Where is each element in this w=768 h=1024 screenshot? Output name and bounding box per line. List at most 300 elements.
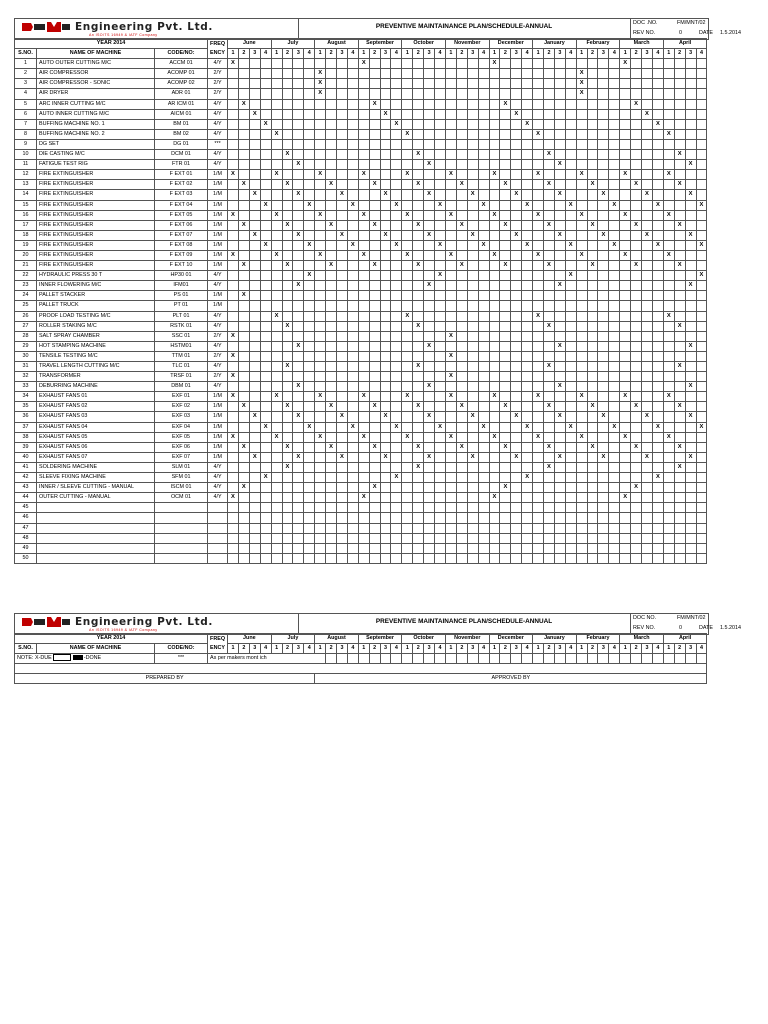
week-cell[interactable]: [304, 139, 315, 149]
week-cell[interactable]: [445, 59, 456, 69]
due-mark[interactable]: X: [369, 220, 380, 230]
week-cell[interactable]: [380, 382, 391, 392]
week-cell[interactable]: [271, 543, 282, 553]
week-cell[interactable]: [445, 553, 456, 563]
week-cell[interactable]: [642, 321, 653, 331]
week-cell[interactable]: [424, 392, 435, 402]
week-cell[interactable]: [260, 553, 271, 563]
week-cell[interactable]: [369, 230, 380, 240]
week-cell[interactable]: [424, 483, 435, 493]
week-cell[interactable]: [652, 170, 663, 180]
week-cell[interactable]: [631, 533, 642, 543]
week-cell[interactable]: [631, 271, 642, 281]
week-cell[interactable]: [369, 543, 380, 553]
week-cell[interactable]: [238, 341, 249, 351]
week-cell[interactable]: [337, 422, 348, 432]
week-cell[interactable]: [358, 89, 369, 99]
week-cell[interactable]: [642, 543, 653, 553]
week-cell[interactable]: [249, 483, 260, 493]
week-cell[interactable]: [282, 291, 293, 301]
week-cell[interactable]: [587, 150, 598, 160]
due-mark[interactable]: X: [271, 170, 282, 180]
week-cell[interactable]: [249, 180, 260, 190]
week-cell[interactable]: [598, 79, 609, 89]
due-mark[interactable]: X: [631, 402, 642, 412]
week-cell[interactable]: [685, 372, 696, 382]
due-mark[interactable]: X: [337, 230, 348, 240]
week-cell[interactable]: [326, 321, 337, 331]
week-cell[interactable]: [424, 432, 435, 442]
week-cell[interactable]: [489, 543, 500, 553]
week-cell[interactable]: [467, 119, 478, 129]
week-cell[interactable]: [315, 99, 326, 109]
week-cell[interactable]: [445, 452, 456, 462]
week-cell[interactable]: [445, 513, 456, 523]
week-cell[interactable]: [402, 180, 413, 190]
week-cell[interactable]: [511, 543, 522, 553]
week-cell[interactable]: [260, 432, 271, 442]
week-cell[interactable]: [337, 331, 348, 341]
week-cell[interactable]: [674, 190, 685, 200]
due-mark[interactable]: X: [511, 190, 522, 200]
week-cell[interactable]: [533, 240, 544, 250]
week-cell[interactable]: [304, 553, 315, 563]
week-cell[interactable]: [587, 271, 598, 281]
week-cell[interactable]: [685, 351, 696, 361]
week-cell[interactable]: [587, 109, 598, 119]
week-cell[interactable]: [337, 291, 348, 301]
week-cell[interactable]: [685, 271, 696, 281]
week-cell[interactable]: [696, 79, 707, 89]
due-mark[interactable]: X: [260, 119, 271, 129]
week-cell[interactable]: [271, 291, 282, 301]
week-cell[interactable]: [369, 291, 380, 301]
week-cell[interactable]: [402, 513, 413, 523]
week-cell[interactable]: [663, 119, 674, 129]
week-cell[interactable]: [391, 442, 402, 452]
week-cell[interactable]: [554, 89, 565, 99]
week-cell[interactable]: [304, 483, 315, 493]
week-cell[interactable]: [511, 402, 522, 412]
week-cell[interactable]: [238, 362, 249, 372]
week-cell[interactable]: [544, 432, 555, 442]
week-cell[interactable]: [478, 139, 489, 149]
week-cell[interactable]: [565, 351, 576, 361]
due-mark[interactable]: X: [576, 79, 587, 89]
week-cell[interactable]: [228, 190, 239, 200]
week-cell[interactable]: [642, 372, 653, 382]
due-mark[interactable]: X: [358, 250, 369, 260]
week-cell[interactable]: [249, 129, 260, 139]
week-cell[interactable]: [609, 553, 620, 563]
week-cell[interactable]: [238, 160, 249, 170]
week-cell[interactable]: [500, 382, 511, 392]
week-cell[interactable]: [326, 483, 337, 493]
week-cell[interactable]: [402, 119, 413, 129]
week-cell[interactable]: [642, 240, 653, 250]
week-cell[interactable]: [489, 230, 500, 240]
week-cell[interactable]: [511, 483, 522, 493]
week-cell[interactable]: [304, 533, 315, 543]
week-cell[interactable]: [609, 109, 620, 119]
week-cell[interactable]: [663, 261, 674, 271]
week-cell[interactable]: [544, 412, 555, 422]
week-cell[interactable]: [587, 291, 598, 301]
week-cell[interactable]: [522, 109, 533, 119]
week-cell[interactable]: [271, 190, 282, 200]
week-cell[interactable]: [435, 321, 446, 331]
week-cell[interactable]: [413, 301, 424, 311]
week-cell[interactable]: [445, 230, 456, 240]
week-cell[interactable]: [380, 533, 391, 543]
week-cell[interactable]: [663, 89, 674, 99]
week-cell[interactable]: [489, 200, 500, 210]
week-cell[interactable]: [456, 150, 467, 160]
week-cell[interactable]: [271, 442, 282, 452]
week-cell[interactable]: [249, 513, 260, 523]
week-cell[interactable]: [456, 533, 467, 543]
due-mark[interactable]: X: [337, 190, 348, 200]
week-cell[interactable]: [304, 513, 315, 523]
week-cell[interactable]: [544, 372, 555, 382]
week-cell[interactable]: [337, 271, 348, 281]
due-mark[interactable]: X: [282, 362, 293, 372]
week-cell[interactable]: [249, 89, 260, 99]
week-cell[interactable]: [435, 372, 446, 382]
week-cell[interactable]: [620, 362, 631, 372]
week-cell[interactable]: [380, 311, 391, 321]
due-mark[interactable]: X: [554, 452, 565, 462]
week-cell[interactable]: [424, 200, 435, 210]
week-cell[interactable]: [696, 513, 707, 523]
week-cell[interactable]: [347, 69, 358, 79]
week-cell[interactable]: [326, 382, 337, 392]
week-cell[interactable]: [249, 432, 260, 442]
week-cell[interactable]: [631, 372, 642, 382]
week-cell[interactable]: [435, 139, 446, 149]
week-cell[interactable]: [456, 129, 467, 139]
week-cell[interactable]: [554, 291, 565, 301]
week-cell[interactable]: [304, 341, 315, 351]
week-cell[interactable]: [500, 523, 511, 533]
week-cell[interactable]: [489, 503, 500, 513]
week-cell[interactable]: [478, 311, 489, 321]
week-cell[interactable]: [554, 99, 565, 109]
due-mark[interactable]: X: [544, 180, 555, 190]
week-cell[interactable]: [609, 139, 620, 149]
week-cell[interactable]: [271, 99, 282, 109]
week-cell[interactable]: [271, 109, 282, 119]
week-cell[interactable]: [522, 69, 533, 79]
week-cell[interactable]: [304, 59, 315, 69]
week-cell[interactable]: [576, 99, 587, 109]
week-cell[interactable]: [544, 59, 555, 69]
week-cell[interactable]: [358, 372, 369, 382]
due-mark[interactable]: X: [435, 200, 446, 210]
week-cell[interactable]: [282, 119, 293, 129]
week-cell[interactable]: [445, 341, 456, 351]
week-cell[interactable]: [631, 543, 642, 553]
due-mark[interactable]: X: [293, 281, 304, 291]
week-cell[interactable]: [587, 160, 598, 170]
week-cell[interactable]: [260, 291, 271, 301]
week-cell[interactable]: [369, 493, 380, 503]
week-cell[interactable]: [358, 341, 369, 351]
week-cell[interactable]: [587, 452, 598, 462]
due-mark[interactable]: X: [238, 442, 249, 452]
week-cell[interactable]: [249, 523, 260, 533]
week-cell[interactable]: [456, 291, 467, 301]
week-cell[interactable]: [358, 109, 369, 119]
week-cell[interactable]: [228, 240, 239, 250]
week-cell[interactable]: [380, 139, 391, 149]
week-cell[interactable]: [598, 351, 609, 361]
week-cell[interactable]: [544, 200, 555, 210]
week-cell[interactable]: [565, 543, 576, 553]
week-cell[interactable]: [380, 129, 391, 139]
week-cell[interactable]: [326, 301, 337, 311]
week-cell[interactable]: [260, 271, 271, 281]
due-mark[interactable]: X: [228, 493, 239, 503]
week-cell[interactable]: [576, 150, 587, 160]
week-cell[interactable]: [424, 543, 435, 553]
week-cell[interactable]: [228, 301, 239, 311]
week-cell[interactable]: [380, 240, 391, 250]
week-cell[interactable]: [642, 513, 653, 523]
week-cell[interactable]: [576, 493, 587, 503]
week-cell[interactable]: [565, 382, 576, 392]
week-cell[interactable]: [489, 89, 500, 99]
due-mark[interactable]: X: [642, 230, 653, 240]
week-cell[interactable]: [631, 281, 642, 291]
week-cell[interactable]: [544, 119, 555, 129]
due-mark[interactable]: X: [369, 180, 380, 190]
week-cell[interactable]: [271, 553, 282, 563]
due-mark[interactable]: X: [533, 250, 544, 260]
week-cell[interactable]: [576, 261, 587, 271]
week-cell[interactable]: [544, 523, 555, 533]
week-cell[interactable]: [271, 493, 282, 503]
week-cell[interactable]: [500, 190, 511, 200]
week-cell[interactable]: [413, 311, 424, 321]
week-cell[interactable]: [598, 432, 609, 442]
week-cell[interactable]: [685, 200, 696, 210]
week-cell[interactable]: [489, 311, 500, 321]
week-cell[interactable]: [315, 473, 326, 483]
due-mark[interactable]: X: [358, 59, 369, 69]
week-cell[interactable]: [271, 119, 282, 129]
week-cell[interactable]: [696, 190, 707, 200]
week-cell[interactable]: [533, 291, 544, 301]
week-cell[interactable]: [315, 513, 326, 523]
week-cell[interactable]: [685, 503, 696, 513]
week-cell[interactable]: [511, 59, 522, 69]
week-cell[interactable]: [642, 553, 653, 563]
week-cell[interactable]: [631, 503, 642, 513]
week-cell[interactable]: [456, 493, 467, 503]
week-cell[interactable]: [500, 109, 511, 119]
week-cell[interactable]: [380, 392, 391, 402]
due-mark[interactable]: X: [282, 220, 293, 230]
week-cell[interactable]: [282, 200, 293, 210]
week-cell[interactable]: [456, 301, 467, 311]
week-cell[interactable]: [445, 129, 456, 139]
week-cell[interactable]: [282, 99, 293, 109]
week-cell[interactable]: [445, 190, 456, 200]
week-cell[interactable]: [576, 442, 587, 452]
week-cell[interactable]: [413, 271, 424, 281]
week-cell[interactable]: [674, 271, 685, 281]
week-cell[interactable]: [642, 432, 653, 442]
week-cell[interactable]: [238, 392, 249, 402]
week-cell[interactable]: [282, 69, 293, 79]
week-cell[interactable]: [652, 493, 663, 503]
week-cell[interactable]: [652, 452, 663, 462]
week-cell[interactable]: [228, 412, 239, 422]
week-cell[interactable]: [369, 69, 380, 79]
week-cell[interactable]: [380, 442, 391, 452]
week-cell[interactable]: [358, 553, 369, 563]
due-mark[interactable]: X: [413, 402, 424, 412]
week-cell[interactable]: [391, 129, 402, 139]
week-cell[interactable]: [511, 523, 522, 533]
week-cell[interactable]: [282, 372, 293, 382]
week-cell[interactable]: [522, 543, 533, 553]
week-cell[interactable]: [598, 160, 609, 170]
week-cell[interactable]: [544, 230, 555, 240]
week-cell[interactable]: [347, 523, 358, 533]
week-cell[interactable]: [402, 553, 413, 563]
week-cell[interactable]: [228, 271, 239, 281]
week-cell[interactable]: [282, 109, 293, 119]
week-cell[interactable]: [315, 351, 326, 361]
week-cell[interactable]: [544, 473, 555, 483]
week-cell[interactable]: [522, 351, 533, 361]
week-cell[interactable]: [642, 160, 653, 170]
due-mark[interactable]: X: [696, 422, 707, 432]
week-cell[interactable]: [565, 160, 576, 170]
due-mark[interactable]: X: [674, 362, 685, 372]
week-cell[interactable]: [456, 321, 467, 331]
week-cell[interactable]: [282, 553, 293, 563]
week-cell[interactable]: [380, 493, 391, 503]
week-cell[interactable]: [402, 160, 413, 170]
week-cell[interactable]: [554, 220, 565, 230]
week-cell[interactable]: [445, 493, 456, 503]
week-cell[interactable]: [326, 160, 337, 170]
week-cell[interactable]: [402, 402, 413, 412]
week-cell[interactable]: [260, 180, 271, 190]
week-cell[interactable]: [663, 301, 674, 311]
week-cell[interactable]: [358, 523, 369, 533]
week-cell[interactable]: [642, 180, 653, 190]
week-cell[interactable]: [435, 220, 446, 230]
week-cell[interactable]: [642, 99, 653, 109]
week-cell[interactable]: [620, 372, 631, 382]
week-cell[interactable]: [326, 281, 337, 291]
week-cell[interactable]: [500, 271, 511, 281]
week-cell[interactable]: [631, 452, 642, 462]
week-cell[interactable]: [435, 210, 446, 220]
week-cell[interactable]: [293, 129, 304, 139]
week-cell[interactable]: [347, 372, 358, 382]
week-cell[interactable]: [304, 311, 315, 321]
week-cell[interactable]: [347, 473, 358, 483]
week-cell[interactable]: [456, 160, 467, 170]
week-cell[interactable]: [315, 261, 326, 271]
week-cell[interactable]: [565, 533, 576, 543]
week-cell[interactable]: [478, 412, 489, 422]
week-cell[interactable]: [565, 473, 576, 483]
week-cell[interactable]: [304, 362, 315, 372]
week-cell[interactable]: [369, 240, 380, 250]
week-cell[interactable]: [424, 311, 435, 321]
week-cell[interactable]: [544, 99, 555, 109]
due-mark[interactable]: X: [500, 442, 511, 452]
week-cell[interactable]: [326, 119, 337, 129]
week-cell[interactable]: [293, 99, 304, 109]
week-cell[interactable]: [315, 240, 326, 250]
week-cell[interactable]: [293, 301, 304, 311]
week-cell[interactable]: [522, 190, 533, 200]
due-mark[interactable]: X: [652, 240, 663, 250]
week-cell[interactable]: [609, 89, 620, 99]
week-cell[interactable]: [642, 493, 653, 503]
week-cell[interactable]: [489, 412, 500, 422]
week-cell[interactable]: [620, 422, 631, 432]
week-cell[interactable]: [478, 321, 489, 331]
week-cell[interactable]: [282, 170, 293, 180]
week-cell[interactable]: [467, 240, 478, 250]
due-mark[interactable]: X: [533, 311, 544, 321]
due-mark[interactable]: X: [674, 180, 685, 190]
week-cell[interactable]: [478, 452, 489, 462]
week-cell[interactable]: [685, 321, 696, 331]
week-cell[interactable]: [500, 392, 511, 402]
week-cell[interactable]: [369, 362, 380, 372]
week-cell[interactable]: [576, 311, 587, 321]
week-cell[interactable]: [337, 301, 348, 311]
due-mark[interactable]: X: [554, 230, 565, 240]
week-cell[interactable]: [685, 129, 696, 139]
week-cell[interactable]: [380, 210, 391, 220]
week-cell[interactable]: [478, 160, 489, 170]
week-cell[interactable]: [511, 69, 522, 79]
week-cell[interactable]: [435, 553, 446, 563]
week-cell[interactable]: [424, 139, 435, 149]
week-cell[interactable]: [598, 170, 609, 180]
week-cell[interactable]: [249, 533, 260, 543]
week-cell[interactable]: [228, 311, 239, 321]
week-cell[interactable]: [260, 150, 271, 160]
due-mark[interactable]: X: [402, 129, 413, 139]
week-cell[interactable]: [445, 362, 456, 372]
week-cell[interactable]: [696, 150, 707, 160]
week-cell[interactable]: [413, 160, 424, 170]
week-cell[interactable]: [435, 281, 446, 291]
week-cell[interactable]: [391, 523, 402, 533]
week-cell[interactable]: [337, 533, 348, 543]
week-cell[interactable]: [238, 523, 249, 533]
week-cell[interactable]: [533, 533, 544, 543]
week-cell[interactable]: [282, 341, 293, 351]
week-cell[interactable]: [228, 119, 239, 129]
week-cell[interactable]: [402, 59, 413, 69]
week-cell[interactable]: [576, 59, 587, 69]
week-cell[interactable]: [456, 553, 467, 563]
week-cell[interactable]: [435, 483, 446, 493]
week-cell[interactable]: [456, 483, 467, 493]
